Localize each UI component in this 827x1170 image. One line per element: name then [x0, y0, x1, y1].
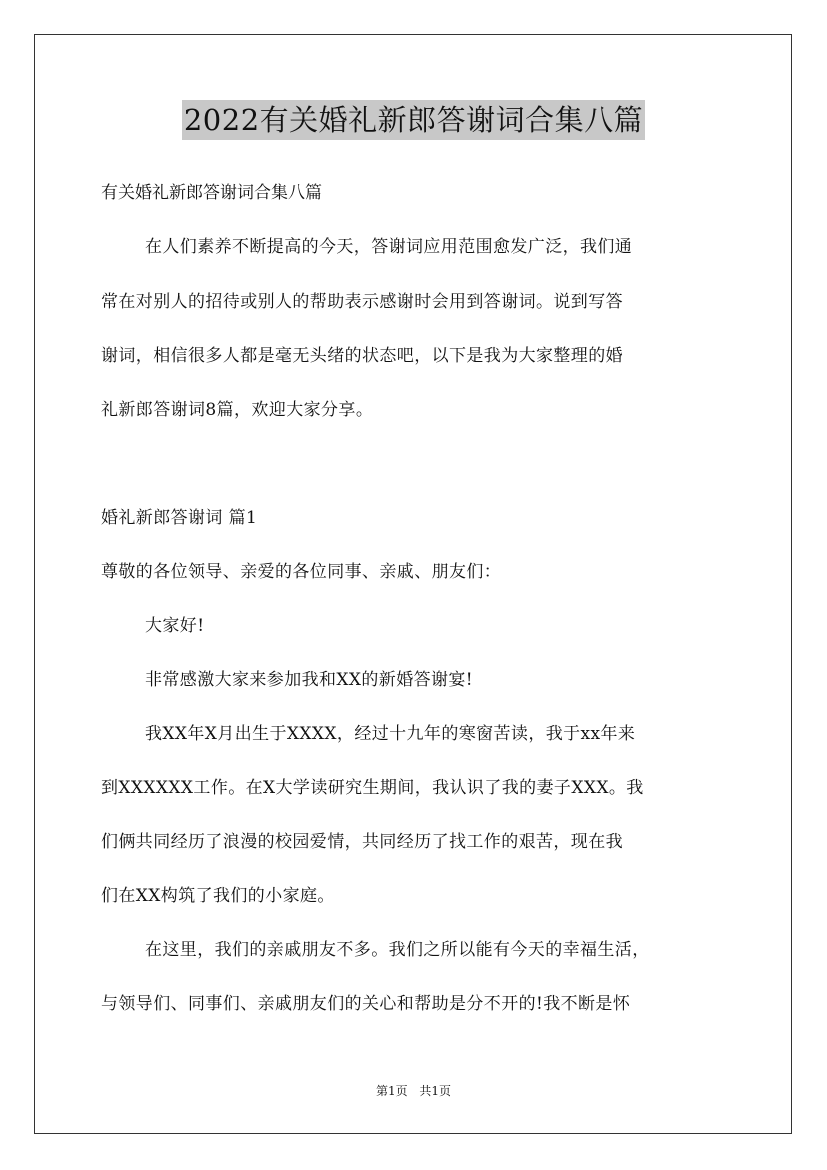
body-line: 们在XX构筑了我们的小家庭。 [101, 886, 335, 906]
body-line: 非常感激大家来参加我和XX的新婚答谢宴! [145, 670, 474, 690]
body-line: 与领导们、同事们、亲戚朋友们的关心和帮助是分不开的!我不断是怀 [101, 994, 631, 1014]
page-number-current: 第1页 [375, 1084, 408, 1098]
body-line: 我XX年X月出生于XXXX，经过十九年的寒窗苦读，我于xx年来 [145, 724, 636, 744]
intro-line: 谢词，相信很多人都是毫无头绪的状态吧，以下是我为大家整理的婚 [101, 346, 623, 366]
body-line: 大家好! [145, 616, 205, 636]
page-number-total: 共1页 [419, 1084, 452, 1098]
intro-line: 礼新郎答谢词8篇，欢迎大家分享。 [101, 400, 374, 420]
title-container [0, 100, 827, 140]
document-subtitle: 有关婚礼新郎答谢词合集八篇 [101, 183, 322, 203]
page-footer [0, 1082, 827, 1100]
body-line: 在这里，我们的亲戚朋友不多。我们之所以能有今天的幸福生活， [145, 940, 650, 960]
document-title: 2022有关婚礼新郎答谢词合集八篇 [182, 100, 645, 140]
body-line: 尊敬的各位领导、亲爱的各位同事、亲戚、朋友们： [101, 562, 502, 582]
body-line: 们俩共同经历了浪漫的校园爱情，共同经历了找工作的艰苦，现在我 [101, 832, 623, 852]
body-line: 到XXXXXX工作。在X大学读研究生期间，我认识了我的妻子XXX。我 [101, 778, 644, 798]
intro-line: 常在对别人的招待或别人的帮助表示感谢时会用到答谢词。说到写答 [101, 292, 623, 312]
section-heading: 婚礼新郎答谢词 篇1 [101, 508, 258, 528]
intro-line: 在人们素养不断提高的今天，答谢词应用范围愈发广泛，我们通 [145, 237, 633, 257]
